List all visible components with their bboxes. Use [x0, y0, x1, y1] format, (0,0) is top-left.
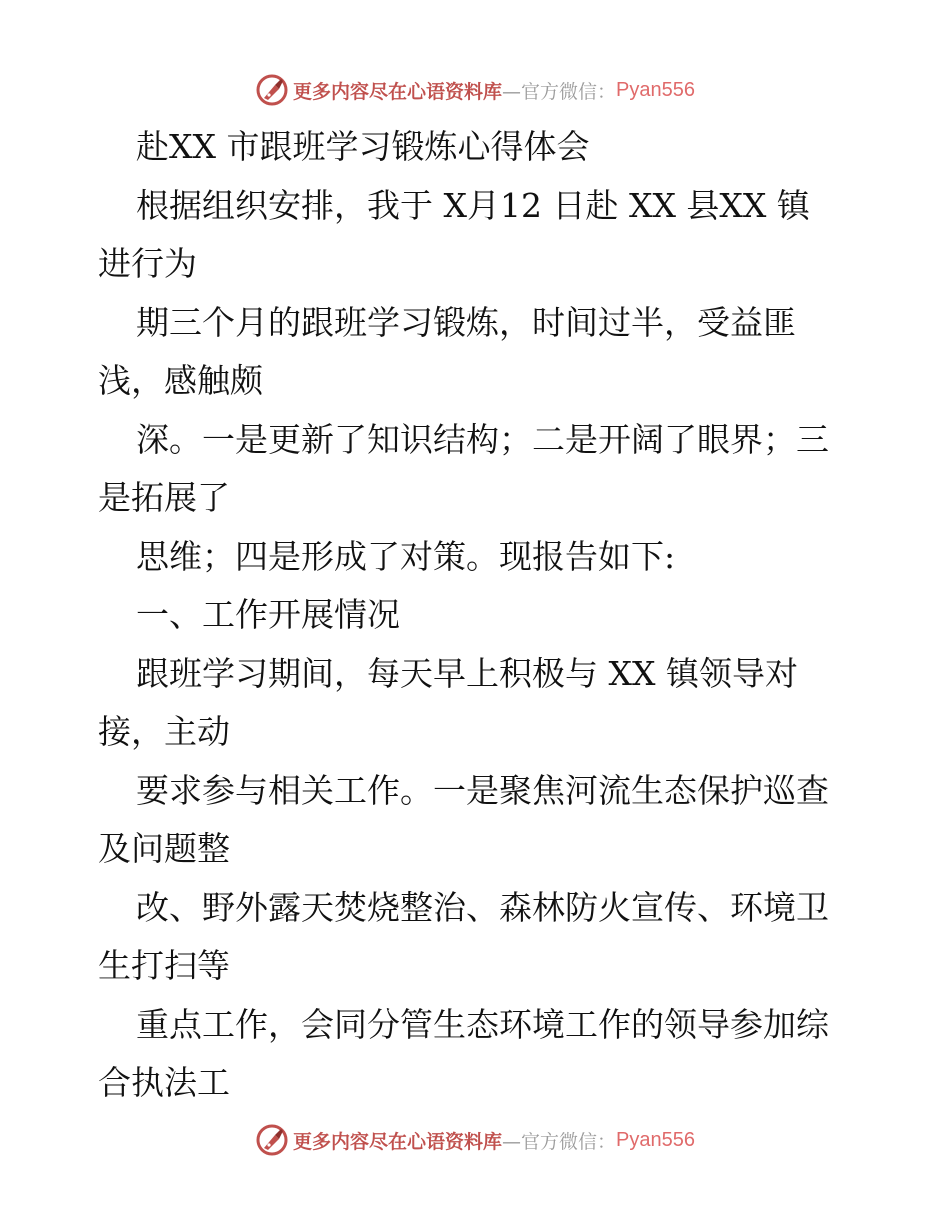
document-body	[98, 118, 858, 1113]
pen-nib-logo-icon	[255, 73, 289, 107]
footer-watermark	[0, 1120, 950, 1160]
watermark-text-main: 更多内容尽在心语资料库	[293, 1130, 503, 1153]
text-line: 要求参与相关工作。一是聚焦河流生态保护巡查	[136, 770, 829, 810]
text-line: 浅，感触颇	[98, 361, 263, 400]
watermark-text-wechat-label: —官方微信：	[502, 80, 617, 103]
text-line: 改、野外露天焚烧整治、森林防火宣传、环境卫	[136, 887, 829, 927]
pen-nib-logo-icon	[255, 1123, 289, 1157]
text-line: 期三个月的跟班学习锻炼，时间过半，受益匪	[136, 302, 796, 342]
text-line: 深。一是更新了知识结构；二是开阔了眼界；三	[136, 419, 829, 459]
watermark-text-wechat-label: —官方微信：	[502, 1130, 617, 1153]
watermark-text-main: 更多内容尽在心语资料库	[293, 80, 503, 103]
text-line: 重点工作，会同分管生态环境工作的领导参加综	[136, 1004, 829, 1044]
watermark-text-wechat-id: Pyan556	[616, 78, 695, 101]
text-line: 及问题整	[98, 829, 230, 868]
watermark-text-wechat-id: Pyan556	[616, 1128, 695, 1151]
text-line: 生打扫等	[98, 946, 230, 985]
text-line: 接，主动	[98, 712, 230, 751]
text-line: 思维；四是形成了对策。现报告如下:	[136, 536, 676, 576]
text-line: 进行为	[98, 244, 197, 283]
text-line: 合执法工	[98, 1063, 230, 1102]
text-line: 根据组织安排，我于 X月12 日赴 XX 县XX 镇	[136, 185, 810, 225]
text-line: 是拓展了	[98, 478, 230, 517]
text-line: 一、工作开展情况	[136, 595, 400, 634]
text-line: 赴XX 市跟班学习锻炼心得体会	[136, 127, 590, 166]
text-line: 跟班学习期间，每天早上积极与 XX 镇领导对	[136, 653, 798, 693]
header-watermark	[0, 70, 950, 110]
